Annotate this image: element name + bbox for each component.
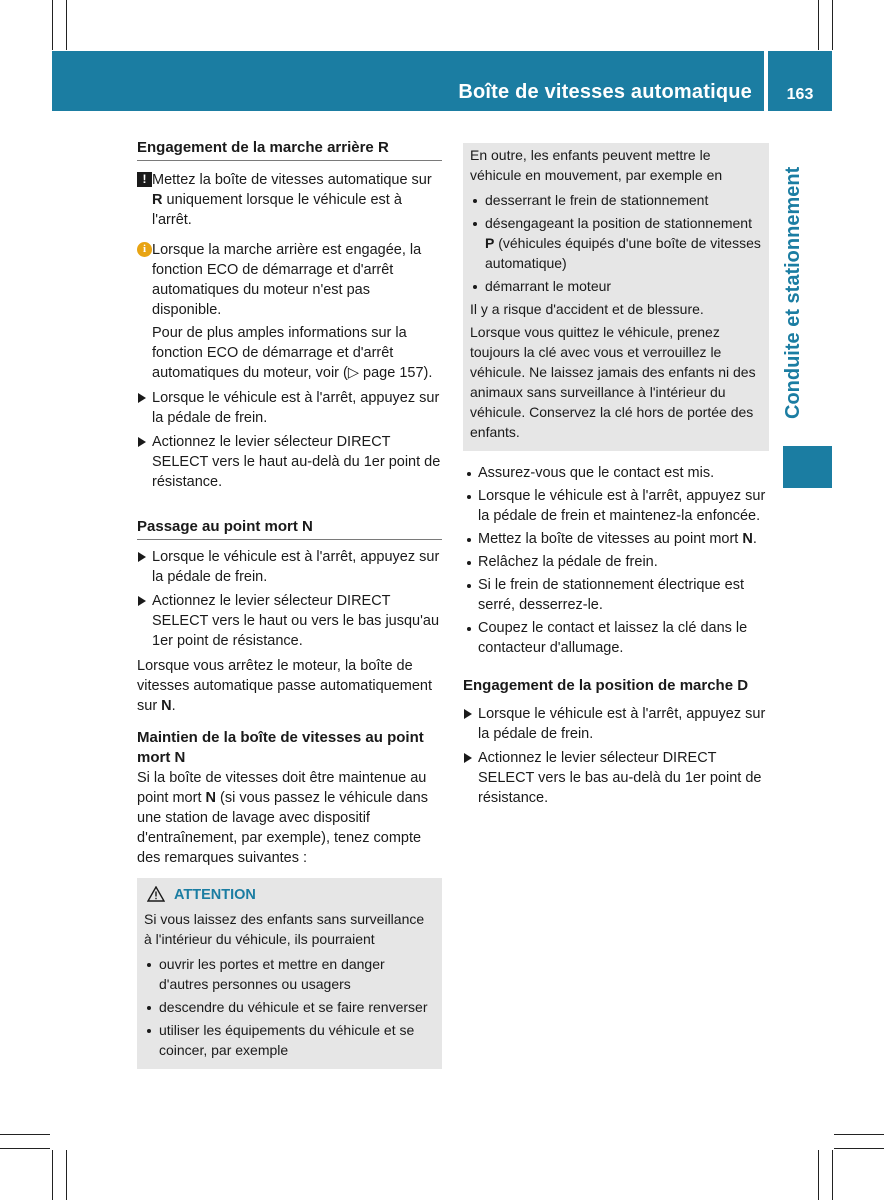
paragraph: Si la boîte de vitesses doit être maintenue au point mort N (si vous passez le véhicule dans une station de lavage avec dispositif d'entraînement, par exemple), tenez compte des remarques suivantes : (137, 770, 428, 866)
section-heading: Passage au point mort N (137, 517, 442, 540)
chapter-header (52, 51, 764, 111)
list-item: désengageant la position de stationnement P (véhicules équipés d'une boîte de vitesses automatique) (470, 213, 762, 273)
arrow-icon (464, 753, 472, 763)
list-item: utiliser les équipements du véhicule et se coincer, par exemple (144, 1020, 435, 1060)
list-item: démarrant le moteur (470, 276, 762, 296)
step-item: Lorsque le véhicule est à l'arrêt, appuyez sur la pédale de frein. (137, 547, 442, 587)
page-number-box (768, 51, 832, 111)
attention-heading: ATTENTION (144, 884, 435, 906)
list-item: descendre du véhicule et se faire renverser (144, 997, 435, 1017)
info-note-text: Lorsque la marche arrière est engagée, la fonction ECO de démarrage et d'arrêt automatiques du moteur n'est pas disponible. (152, 242, 422, 318)
right-column (463, 143, 769, 808)
warning-note-text: Mettez la boîte de vitesses automatique sur R uniquement lorsque le véhicule est à l'arrêt. (152, 172, 432, 228)
warning-note (137, 170, 442, 230)
arrow-icon (464, 709, 472, 719)
crop-mark (0, 1148, 50, 1149)
arrow-icon (138, 552, 146, 562)
crop-mark (832, 1150, 833, 1200)
box-risk: Il y a risque d'accident et de blessure. (470, 301, 704, 317)
section-heading: Engagement de la position de marche D (463, 677, 749, 694)
arrow-icon (138, 596, 146, 606)
crop-mark (52, 1150, 53, 1200)
chapter-title: Boîte de vitesses automatique (458, 81, 752, 103)
list-item: Relâchez la pédale de frein. (463, 552, 769, 572)
info-note (137, 240, 442, 383)
left-column (137, 138, 442, 1069)
crop-mark (66, 1150, 67, 1200)
list-item: Coupez le contact et laissez la clé dans le contacteur d'allumage. (463, 618, 769, 658)
info-icon: i (137, 242, 152, 257)
warning-icon: ! (137, 172, 152, 187)
list-item: Mettez la boîte de vitesses au point mort N. (463, 529, 769, 549)
subsection-heading: Maintien de la boîte de vitesses au point mort N (137, 729, 424, 766)
list-item: desserrant le frein de stationnement (470, 190, 762, 210)
step-item: Actionnez le levier sélecteur DIRECT SELECT vers le haut ou vers le bas jusqu'au 1er point de résistance. (137, 591, 442, 651)
arrow-icon (138, 393, 146, 403)
step-item: Actionnez le levier sélecteur DIRECT SELECT vers le bas au-delà du 1er point de résistance. (463, 748, 769, 808)
list-item: Lorsque le véhicule est à l'arrêt, appuyez sur la pédale de frein et maintenez-la enfoncée. (463, 486, 769, 526)
step-item: Lorsque le véhicule est à l'arrêt, appuyez sur la pédale de frein. (463, 704, 769, 744)
warning-triangle-icon (147, 886, 165, 902)
crop-mark (834, 1134, 884, 1135)
arrow-icon (138, 437, 146, 447)
crop-mark (818, 0, 819, 50)
side-tab-label: Conduite et stationnement (782, 166, 804, 419)
info-note-text-2: Pour de plus amples informations sur la fonction ECO de démarrage et d'arrêt automatiques du moteur, voir (▷ page 157). (152, 325, 433, 381)
paragraph: Lorsque vous arrêtez le moteur, la boîte de vitesses automatique passe automatiquement sur N. (137, 658, 433, 714)
crop-mark (832, 0, 833, 50)
crop-mark (52, 0, 53, 50)
step-item: Lorsque le véhicule est à l'arrêt, appuyez sur la pédale de frein. (137, 388, 442, 428)
attention-intro: Si vous laissez des enfants sans surveillance à l'intérieur du véhicule, ils pourraient (144, 911, 425, 947)
box-intro: En outre, les enfants peuvent mettre le véhicule en mouvement, par exemple en (470, 147, 723, 183)
attention-box (137, 878, 442, 1069)
attention-box-continued (463, 143, 769, 451)
box-advice: Lorsque vous quittez le véhicule, prenez toujours la clé avec vous et verrouillez le véhicule. Ne laissez jamais des enfants ni des animaux sans surveillance à l'intérieur du véhicule. Conservez la clé hors de portée des enfants. (470, 324, 756, 440)
crop-mark (818, 1150, 819, 1200)
step-item: Actionnez le levier sélecteur DIRECT SELECT vers le haut au-delà du 1er point de résistance. (137, 432, 442, 492)
side-tab-marker (783, 446, 832, 488)
crop-mark (834, 1148, 884, 1149)
list-item: Si le frein de stationnement électrique est serré, desserrez-le. (463, 575, 769, 615)
crop-mark (0, 1134, 50, 1135)
list-item: ouvrir les portes et mettre en danger d'autres personnes ou usagers (144, 954, 435, 994)
page-number: 163 (786, 86, 814, 103)
side-tab (780, 166, 810, 442)
list-item: Assurez-vous que le contact est mis. (463, 463, 769, 483)
crop-mark (66, 0, 67, 50)
section-heading: Engagement de la marche arrière R (137, 138, 442, 161)
